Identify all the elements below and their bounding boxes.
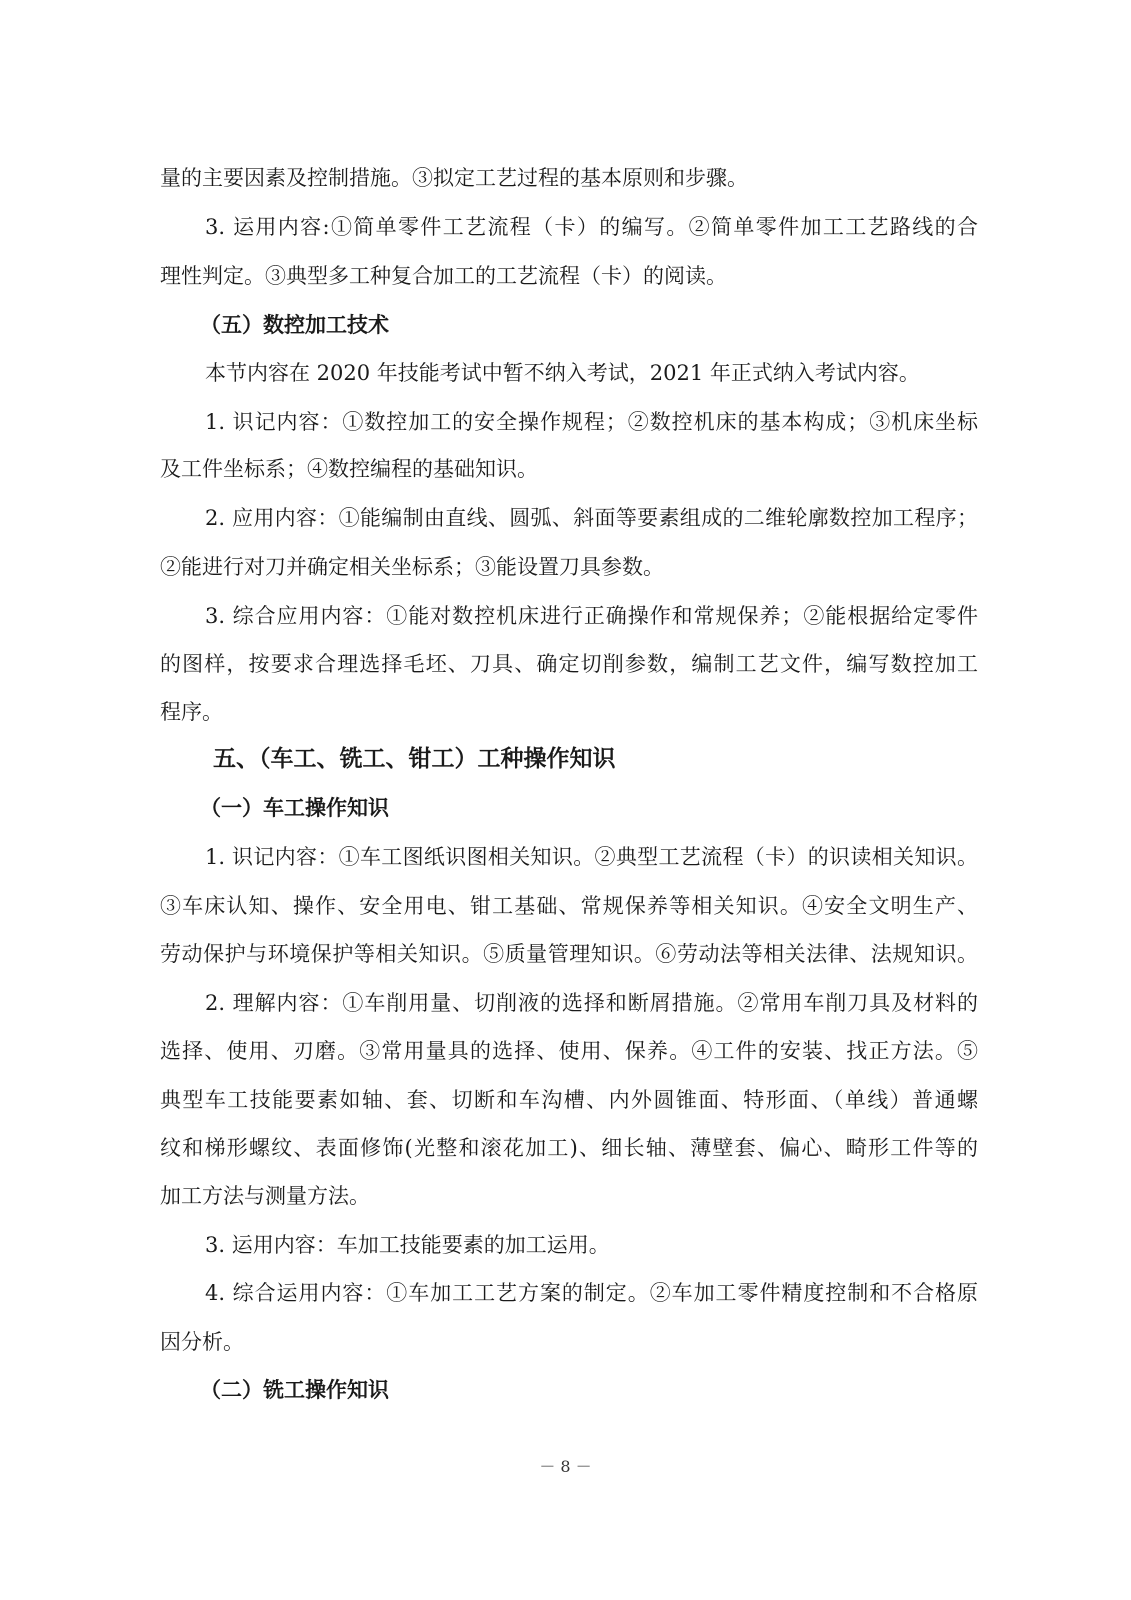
paragraph-line: ③车床认知、操作、安全用电、钳工基础、常规保养等相关知识。④安全文明生产、 (160, 894, 978, 918)
paragraph-line: 典型车工技能要素如轴、套、切断和车沟槽、内外圆锥面、特形面、（单线）普通螺 (160, 1088, 978, 1112)
paragraph-line: 1. 识记内容：①车工图纸识图相关知识。②典型工艺流程（卡）的识读相关知识。 (205, 845, 978, 869)
paragraph-line: 加工方法与测量方法。 (160, 1184, 370, 1208)
paragraph-line: 及工件坐标系；④数控编程的基础知识。 (160, 457, 538, 481)
paragraph-line: 因分析。 (160, 1330, 244, 1354)
paragraph-line: 1. 识记内容：①数控加工的安全操作规程；②数控机床的基本构成；③机床坐标 (205, 410, 978, 434)
section-heading: （一）车工操作知识 (200, 796, 389, 820)
paragraph-line: ②能进行对刀并确定相关坐标系；③能设置刀具参数。 (160, 555, 664, 579)
paragraph-line: 4. 综合运用内容：①车加工工艺方案的制定。②车加工零件精度控制和不合格原 (205, 1281, 978, 1305)
paragraph-line: 本节内容在 2020 年技能考试中暂不纳入考试，2021 年正式纳入考试内容。 (205, 361, 920, 385)
paragraph-line: 的图样，按要求合理选择毛坯、刀具、确定切削参数，编制工艺文件，编写数控加工 (160, 652, 978, 676)
paragraph-line: 选择、使用、刃磨。③常用量具的选择、使用、保养。④工件的安装、找正方法。⑤ (160, 1039, 978, 1063)
section-heading: （五）数控加工技术 (200, 313, 389, 337)
paragraph-line: 程序。 (160, 700, 223, 724)
paragraph-line: 纹和梯形螺纹、表面修饰(光整和滚花加工)、细长轴、薄壁套、偏心、畸形工件等的 (160, 1136, 978, 1160)
page-number: － 8 － (539, 1457, 592, 1476)
paragraph-line: 3. 运用内容：车加工技能要素的加工运用。 (205, 1233, 610, 1257)
paragraph-line: 3. 综合应用内容：①能对数控机床进行正确操作和常规保养；②能根据给定零件 (205, 604, 978, 628)
paragraph-line: 量的主要因素及控制措施。③拟定工艺过程的基本原则和步骤。 (160, 166, 748, 190)
paragraph-line: 2. 应用内容：①能编制由直线、圆弧、斜面等要素组成的二维轮廓数控加工程序； (205, 506, 978, 530)
section-heading: （二）铣工操作知识 (200, 1378, 389, 1402)
paragraph-line: 2. 理解内容：①车削用量、切削液的选择和断屑措施。②常用车削刀具及材料的 (205, 991, 978, 1015)
paragraph-line: 3. 运用内容:①简单零件工艺流程（卡）的编写。②简单零件加工工艺路线的合 (205, 215, 978, 239)
chapter-heading: 五、（车工、铣工、钳工）工种操作知识 (213, 746, 616, 772)
paragraph-line: 理性判定。③典型多工种复合加工的工艺流程（卡）的阅读。 (160, 264, 727, 288)
paragraph-line: 劳动保护与环境保护等相关知识。⑤质量管理知识。⑥劳动法等相关法律、法规知识。 (160, 942, 978, 966)
